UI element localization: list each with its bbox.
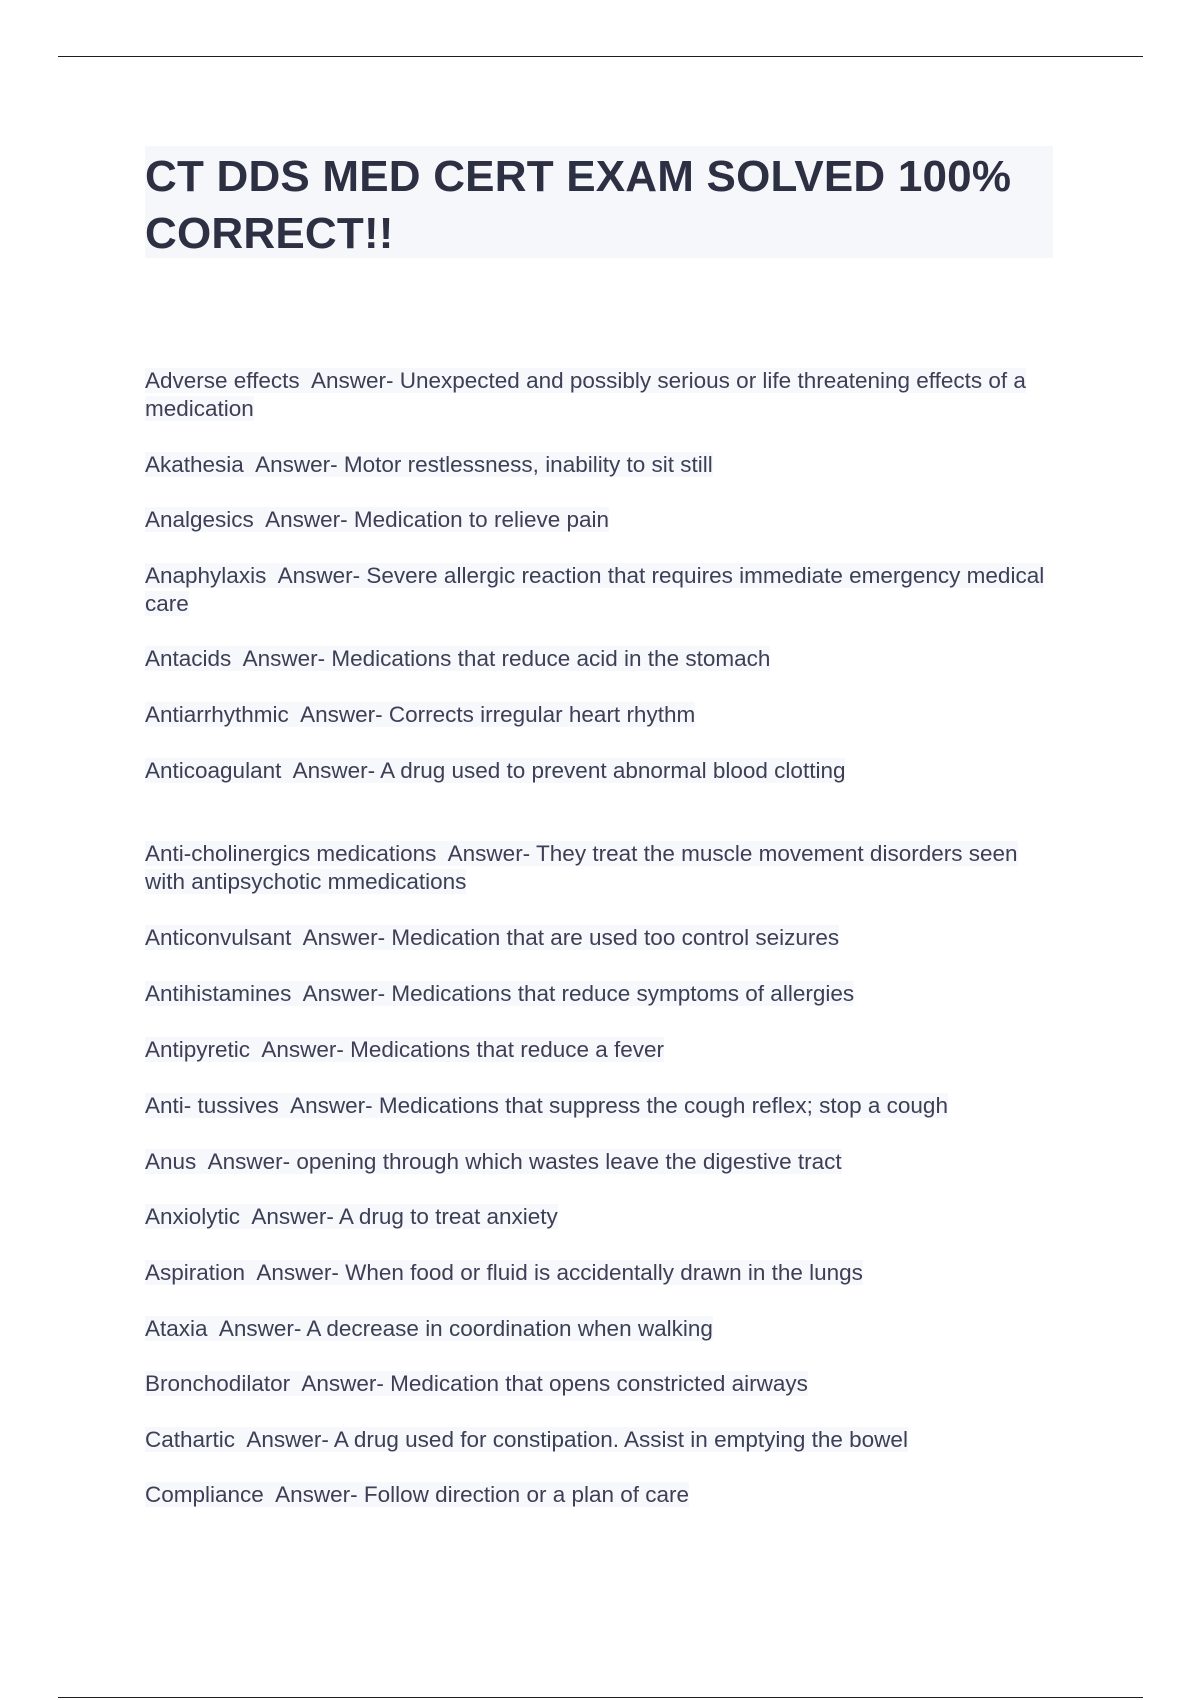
qa-entry	[145, 701, 1060, 729]
qa-entry	[145, 1148, 1060, 1176]
qa-term: Anaphylaxis	[145, 563, 267, 588]
qa-answer-prefix: Answer-	[277, 563, 361, 588]
qa-term: Antacids	[145, 646, 232, 671]
qa-answer: opening through which wastes leave the digestive tract	[296, 1149, 842, 1174]
qa-entry	[145, 562, 1060, 618]
qa-answer: Medication to relieve pain	[353, 507, 610, 532]
page-title: CT DDS MED CERT EXAM SOLVED 100% CORRECT!!	[145, 152, 1012, 258]
qa-entry	[145, 1370, 1060, 1398]
qa-answer: A drug used for constipation. Assist in emptying the bowel	[333, 1427, 908, 1452]
qa-answer-prefix: Answer-	[255, 452, 338, 477]
qa-answer: A drug used to prevent abnormal blood clotting	[380, 758, 846, 783]
qa-answer: Medication that opens constricted airways	[390, 1371, 808, 1396]
qa-term: Compliance	[145, 1482, 264, 1507]
qa-entry	[145, 1036, 1060, 1064]
qa-answer-prefix: Answer-	[302, 981, 386, 1006]
qa-term: Akathesia	[145, 452, 244, 477]
qa-answer: When food or fluid is accidentally drawn in the lungs	[345, 1260, 863, 1285]
qa-answer: Medications that reduce symptoms of allergies	[391, 981, 855, 1006]
qa-answer: A decrease in coordination when walking	[306, 1316, 713, 1341]
qa-term: Anti- tussives	[145, 1093, 279, 1118]
qa-term: Antiarrhythmic	[145, 702, 289, 727]
qa-answer-prefix: Answer-	[310, 368, 394, 393]
qa-answer-prefix: Answer-	[242, 646, 326, 671]
qa-entry	[145, 1315, 1060, 1343]
qa-answer: They treat the muscle movement disorders seen with antipsychotic mmedications	[145, 841, 1018, 894]
qa-answer-prefix: Answer-	[290, 1093, 373, 1118]
qa-answer-prefix: Answer-	[300, 702, 383, 727]
qa-entry	[145, 924, 1060, 952]
qa-answer-prefix: Answer-	[256, 1260, 339, 1285]
qa-answer-prefix: Answer-	[275, 1482, 358, 1507]
qa-answer-prefix: Answer-	[301, 1371, 384, 1396]
qa-entry	[145, 645, 1060, 673]
qa-answer: Follow direction or a plan of care	[363, 1482, 690, 1507]
qa-entry	[145, 840, 1060, 896]
qa-term: Antipyretic	[145, 1037, 251, 1062]
qa-term: Anxiolytic	[145, 1204, 241, 1229]
title-block	[145, 146, 1053, 258]
qa-answer-prefix: Answer-	[302, 925, 386, 950]
qa-answer: Medications that suppress the cough reflex; stop a cough	[378, 1093, 948, 1118]
qa-entry	[145, 1092, 1060, 1120]
qa-term: Anti-cholinergics medications	[145, 841, 437, 866]
qa-answer-prefix: Answer-	[447, 841, 531, 866]
qa-term: Adverse effects	[145, 368, 300, 393]
qa-entry	[145, 1426, 1060, 1454]
qa-entry	[145, 980, 1060, 1008]
qa-answer-prefix: Answer-	[261, 1037, 344, 1062]
qa-answer: Severe allergic reaction that requires immediate emergency medical care	[145, 563, 1045, 616]
qa-answer-prefix: Answer-	[246, 1427, 329, 1452]
qa-answer-prefix: Answer-	[207, 1149, 291, 1174]
bottom-rule	[58, 1697, 1143, 1698]
qa-answer-prefix: Answer-	[292, 758, 376, 783]
qa-answer: Corrects irregular heart rhythm	[388, 702, 696, 727]
qa-term: Anticoagulant	[145, 758, 282, 783]
qa-entry	[145, 757, 1060, 785]
qa-answer: Medications that reduce a fever	[350, 1037, 665, 1062]
qa-answer: Unexpected and possibly serious or life threatening effects of a medication	[145, 368, 1026, 421]
top-rule	[58, 56, 1143, 57]
qa-entry	[145, 367, 1060, 423]
qa-entry	[145, 1203, 1060, 1231]
qa-term: Anticonvulsant	[145, 925, 292, 950]
qa-entry	[145, 1259, 1060, 1287]
qa-answer: A drug to treat anxiety	[338, 1204, 558, 1229]
qa-term: Ataxia	[145, 1316, 208, 1341]
qa-answer-prefix: Answer-	[251, 1204, 334, 1229]
qa-answer-prefix: Answer-	[265, 507, 348, 532]
qa-term: Aspiration	[145, 1260, 246, 1285]
qa-entry	[145, 1481, 1060, 1509]
qa-answer: Medication that are used too control seizures	[391, 925, 840, 950]
qa-answer-prefix: Answer-	[218, 1316, 302, 1341]
qa-entry	[145, 451, 1060, 479]
qa-term: Anus	[145, 1149, 197, 1174]
qa-term: Analgesics	[145, 507, 254, 532]
qa-term: Bronchodilator	[145, 1371, 291, 1396]
qa-term: Cathartic	[145, 1427, 236, 1452]
qa-entry	[145, 506, 1060, 534]
qa-answer: Motor restlessness, inability to sit still	[343, 452, 713, 477]
qa-answer: Medications that reduce acid in the stomach	[331, 646, 771, 671]
qa-term: Antihistamines	[145, 981, 292, 1006]
